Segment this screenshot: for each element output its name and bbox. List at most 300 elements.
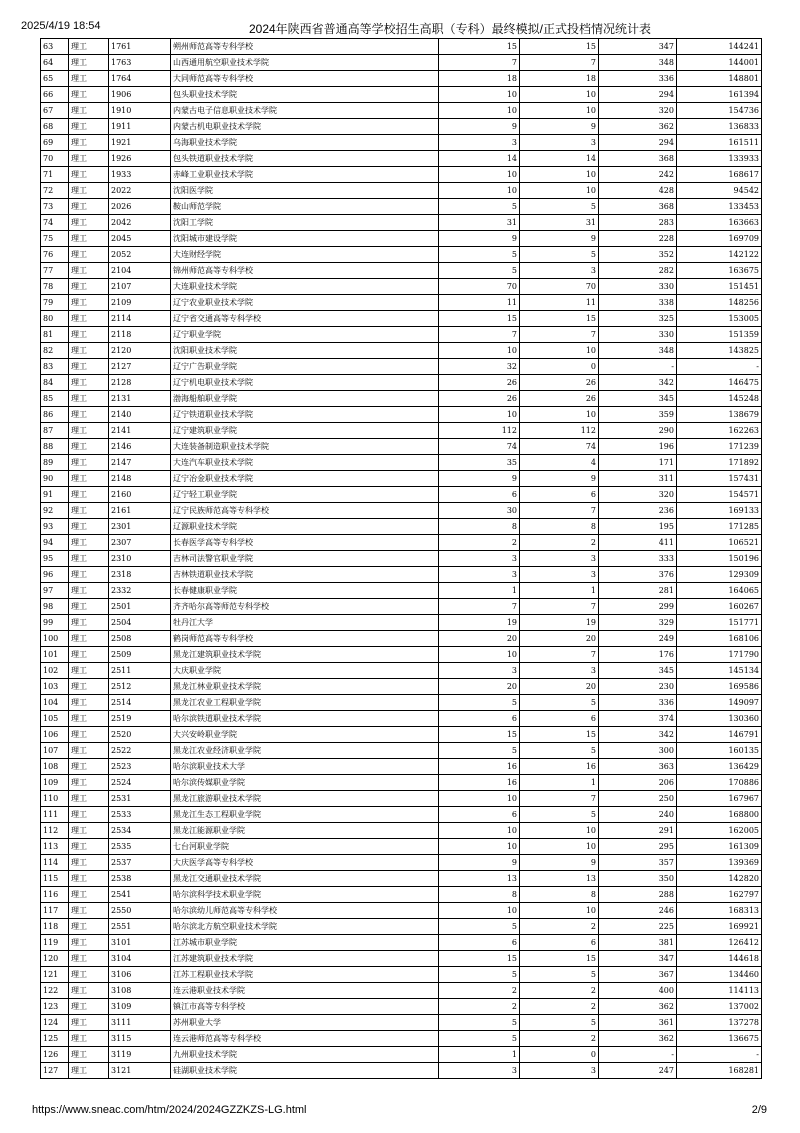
cell-min-rank: 171790 — [677, 647, 762, 663]
cell-plan-count: 2 — [439, 983, 520, 999]
cell-plan-count: 10 — [439, 167, 520, 183]
table-row — [41, 903, 762, 919]
cell-row-index: 83 — [41, 359, 69, 375]
cell-min-score: 300 — [599, 743, 677, 759]
cell-admitted-count: 2 — [520, 535, 599, 551]
cell-min-score: 228 — [599, 231, 677, 247]
table-row — [41, 743, 762, 759]
cell-min-score: 362 — [599, 999, 677, 1015]
cell-min-score: 236 — [599, 503, 677, 519]
cell-admitted-count: 112 — [520, 423, 599, 439]
cell-admitted-count: 0 — [520, 359, 599, 375]
cell-admitted-count: 7 — [520, 599, 599, 615]
cell-min-score: 249 — [599, 631, 677, 647]
cell-school-code: 2541 — [109, 887, 171, 903]
cell-plan-count: 3 — [439, 135, 520, 151]
table-row — [41, 567, 762, 583]
cell-min-rank: 130360 — [677, 711, 762, 727]
cell-min-rank: 161394 — [677, 87, 762, 103]
cell-min-rank: 148256 — [677, 295, 762, 311]
cell-school-code: 1921 — [109, 135, 171, 151]
cell-plan-count: 35 — [439, 455, 520, 471]
cell-plan-count: 5 — [439, 247, 520, 263]
table-row — [41, 183, 762, 199]
table-row — [41, 295, 762, 311]
cell-row-index: 126 — [41, 1047, 69, 1063]
cell-min-score: 362 — [599, 1031, 677, 1047]
cell-min-rank: 171239 — [677, 439, 762, 455]
table-row — [41, 551, 762, 567]
cell-school-code: 2522 — [109, 743, 171, 759]
cell-min-score: 196 — [599, 439, 677, 455]
cell-min-score: 283 — [599, 215, 677, 231]
cell-school-code: 2307 — [109, 535, 171, 551]
cell-plan-count: 112 — [439, 423, 520, 439]
cell-plan-count: 16 — [439, 759, 520, 775]
cell-school-code: 2140 — [109, 407, 171, 423]
cell-school-name: 鞍山师范学院 — [171, 199, 439, 215]
cell-min-rank: 94542 — [677, 183, 762, 199]
cell-admitted-count: 3 — [520, 567, 599, 583]
cell-min-rank: - — [677, 359, 762, 375]
cell-subject-type: 理工 — [69, 1047, 109, 1063]
table-row — [41, 887, 762, 903]
cell-min-score: 291 — [599, 823, 677, 839]
table-row — [41, 167, 762, 183]
cell-min-score: 295 — [599, 839, 677, 855]
table-row — [41, 231, 762, 247]
cell-row-index: 91 — [41, 487, 69, 503]
cell-school-name: 江苏工程职业技术学院 — [171, 967, 439, 983]
cell-min-rank: 144001 — [677, 55, 762, 71]
cell-school-name: 黑龙江建筑职业技术学院 — [171, 647, 439, 663]
cell-school-code: 2114 — [109, 311, 171, 327]
cell-subject-type: 理工 — [69, 487, 109, 503]
cell-school-name: 江苏城市职业学院 — [171, 935, 439, 951]
cell-school-name: 赤峰工业职业技术学院 — [171, 167, 439, 183]
cell-school-name: 镇江市高等专科学校 — [171, 999, 439, 1015]
cell-subject-type: 理工 — [69, 295, 109, 311]
cell-min-score: 368 — [599, 199, 677, 215]
page-url[interactable]: https://www.sneac.com/htm/2024/2024GZZKZS-LG.html — [32, 1104, 307, 1116]
table-row — [41, 727, 762, 743]
cell-subject-type: 理工 — [69, 839, 109, 855]
cell-admitted-count: 15 — [520, 311, 599, 327]
cell-row-index: 68 — [41, 119, 69, 135]
cell-plan-count: 11 — [439, 295, 520, 311]
cell-subject-type: 理工 — [69, 599, 109, 615]
cell-row-index: 94 — [41, 535, 69, 551]
cell-min-score: 381 — [599, 935, 677, 951]
cell-min-rank: 137278 — [677, 1015, 762, 1031]
cell-school-name: 苏州职业大学 — [171, 1015, 439, 1031]
cell-school-code: 2310 — [109, 551, 171, 567]
cell-school-code: 2514 — [109, 695, 171, 711]
cell-min-rank: 149097 — [677, 695, 762, 711]
cell-school-code: 2332 — [109, 583, 171, 599]
cell-row-index: 124 — [41, 1015, 69, 1031]
table-row — [41, 631, 762, 647]
cell-min-rank: 114113 — [677, 983, 762, 999]
cell-min-score: 225 — [599, 919, 677, 935]
cell-min-rank: - — [677, 1047, 762, 1063]
table-row — [41, 375, 762, 391]
cell-school-code: 2127 — [109, 359, 171, 375]
cell-row-index: 110 — [41, 791, 69, 807]
cell-plan-count: 74 — [439, 439, 520, 455]
cell-school-name: 渤海船舶职业学院 — [171, 391, 439, 407]
cell-school-code: 3109 — [109, 999, 171, 1015]
table-row — [41, 1015, 762, 1031]
cell-plan-count: 9 — [439, 231, 520, 247]
cell-school-name: 连云港师范高等专科学校 — [171, 1031, 439, 1047]
cell-admitted-count: 7 — [520, 327, 599, 343]
cell-subject-type: 理工 — [69, 855, 109, 871]
cell-admitted-count: 18 — [520, 71, 599, 87]
cell-min-rank: 168617 — [677, 167, 762, 183]
cell-min-rank: 161309 — [677, 839, 762, 855]
cell-min-rank: 157431 — [677, 471, 762, 487]
cell-plan-count: 15 — [439, 311, 520, 327]
cell-row-index: 90 — [41, 471, 69, 487]
cell-row-index: 72 — [41, 183, 69, 199]
cell-admitted-count: 0 — [520, 1047, 599, 1063]
page-title: 2024年陕西省普通高等学校招生高职（专科）最终模拟/正式投档情况统计表 — [248, 22, 652, 36]
cell-plan-count: 10 — [439, 183, 520, 199]
cell-school-code: 1906 — [109, 87, 171, 103]
cell-min-score: 350 — [599, 871, 677, 887]
cell-school-name: 大连财经学院 — [171, 247, 439, 263]
cell-min-score: 333 — [599, 551, 677, 567]
table-row — [41, 215, 762, 231]
cell-school-name: 辽源职业技术学院 — [171, 519, 439, 535]
cell-plan-count: 6 — [439, 935, 520, 951]
cell-min-score: 345 — [599, 663, 677, 679]
cell-admitted-count: 7 — [520, 647, 599, 663]
cell-row-index: 64 — [41, 55, 69, 71]
cell-subject-type: 理工 — [69, 119, 109, 135]
cell-plan-count: 10 — [439, 791, 520, 807]
cell-min-score: - — [599, 1047, 677, 1063]
cell-subject-type: 理工 — [69, 231, 109, 247]
cell-admitted-count: 15 — [520, 727, 599, 743]
cell-plan-count: 20 — [439, 631, 520, 647]
cell-admitted-count: 31 — [520, 215, 599, 231]
cell-row-index: 63 — [41, 39, 69, 55]
cell-subject-type: 理工 — [69, 583, 109, 599]
cell-admitted-count: 10 — [520, 103, 599, 119]
cell-row-index: 77 — [41, 263, 69, 279]
cell-row-index: 82 — [41, 343, 69, 359]
cell-min-score: 230 — [599, 679, 677, 695]
cell-admitted-count: 11 — [520, 295, 599, 311]
table-row — [41, 455, 762, 471]
cell-subject-type: 理工 — [69, 695, 109, 711]
table-row — [41, 199, 762, 215]
cell-school-code: 2538 — [109, 871, 171, 887]
cell-plan-count: 5 — [439, 1015, 520, 1031]
cell-min-rank: 106521 — [677, 535, 762, 551]
cell-school-code: 2118 — [109, 327, 171, 343]
page-header — [0, 0, 800, 34]
table-row — [41, 343, 762, 359]
cell-plan-count: 15 — [439, 727, 520, 743]
cell-school-code: 2504 — [109, 615, 171, 631]
cell-min-score: 176 — [599, 647, 677, 663]
cell-min-rank: 164065 — [677, 583, 762, 599]
cell-subject-type: 理工 — [69, 135, 109, 151]
cell-school-name: 沈阳医学院 — [171, 183, 439, 199]
cell-min-score: 374 — [599, 711, 677, 727]
cell-plan-count: 1 — [439, 1047, 520, 1063]
cell-min-rank: 171285 — [677, 519, 762, 535]
cell-row-index: 109 — [41, 775, 69, 791]
cell-subject-type: 理工 — [69, 647, 109, 663]
cell-plan-count: 5 — [439, 1031, 520, 1047]
cell-admitted-count: 6 — [520, 935, 599, 951]
cell-subject-type: 理工 — [69, 71, 109, 87]
cell-admitted-count: 1 — [520, 775, 599, 791]
cell-admitted-count: 19 — [520, 615, 599, 631]
cell-min-rank: 170886 — [677, 775, 762, 791]
cell-row-index: 76 — [41, 247, 69, 263]
cell-subject-type: 理工 — [69, 39, 109, 55]
cell-plan-count: 26 — [439, 375, 520, 391]
cell-subject-type: 理工 — [69, 567, 109, 583]
cell-row-index: 123 — [41, 999, 69, 1015]
cell-min-rank: 144618 — [677, 951, 762, 967]
table-row — [41, 439, 762, 455]
cell-plan-count: 16 — [439, 775, 520, 791]
table-row — [41, 679, 762, 695]
cell-subject-type: 理工 — [69, 679, 109, 695]
cell-admitted-count: 5 — [520, 807, 599, 823]
cell-subject-type: 理工 — [69, 1063, 109, 1079]
cell-school-name: 七台河职业学院 — [171, 839, 439, 855]
cell-school-code: 2318 — [109, 567, 171, 583]
table-row — [41, 327, 762, 343]
cell-plan-count: 26 — [439, 391, 520, 407]
cell-school-code: 2524 — [109, 775, 171, 791]
cell-school-code: 2107 — [109, 279, 171, 295]
cell-row-index: 106 — [41, 727, 69, 743]
cell-admitted-count: 26 — [520, 391, 599, 407]
cell-min-score: 347 — [599, 39, 677, 55]
cell-plan-count: 3 — [439, 663, 520, 679]
table-row — [41, 359, 762, 375]
cell-school-name: 连云港职业技术学院 — [171, 983, 439, 999]
table-row — [41, 615, 762, 631]
cell-admitted-count: 6 — [520, 711, 599, 727]
cell-school-code: 2509 — [109, 647, 171, 663]
cell-school-code: 1933 — [109, 167, 171, 183]
cell-school-name: 沈阳职业技术学院 — [171, 343, 439, 359]
cell-admitted-count: 5 — [520, 1015, 599, 1031]
cell-admitted-count: 20 — [520, 631, 599, 647]
cell-min-rank: 167967 — [677, 791, 762, 807]
cell-row-index: 92 — [41, 503, 69, 519]
cell-min-rank: 169709 — [677, 231, 762, 247]
cell-school-name: 辽宁冶金职业技术学院 — [171, 471, 439, 487]
cell-row-index: 108 — [41, 759, 69, 775]
cell-school-code: 3104 — [109, 951, 171, 967]
cell-row-index: 122 — [41, 983, 69, 999]
cell-subject-type: 理工 — [69, 871, 109, 887]
cell-plan-count: 13 — [439, 871, 520, 887]
cell-subject-type: 理工 — [69, 247, 109, 263]
cell-min-rank: 133933 — [677, 151, 762, 167]
cell-subject-type: 理工 — [69, 631, 109, 647]
cell-min-rank: 150196 — [677, 551, 762, 567]
cell-min-score: 330 — [599, 279, 677, 295]
cell-min-score: 357 — [599, 855, 677, 871]
cell-min-score: 247 — [599, 1063, 677, 1079]
cell-row-index: 112 — [41, 823, 69, 839]
cell-school-name: 辽宁广告职业学院 — [171, 359, 439, 375]
cell-school-name: 内蒙古机电职业技术学院 — [171, 119, 439, 135]
cell-subject-type: 理工 — [69, 279, 109, 295]
cell-school-code: 1911 — [109, 119, 171, 135]
cell-min-score: 329 — [599, 615, 677, 631]
cell-min-rank: 154571 — [677, 487, 762, 503]
cell-school-name: 黑龙江能源职业学院 — [171, 823, 439, 839]
table-row — [41, 951, 762, 967]
cell-plan-count: 2 — [439, 535, 520, 551]
table-row — [41, 391, 762, 407]
cell-plan-count: 5 — [439, 919, 520, 935]
cell-row-index: 81 — [41, 327, 69, 343]
cell-school-name: 辽宁铁道职业技术学院 — [171, 407, 439, 423]
cell-admitted-count: 3 — [520, 663, 599, 679]
cell-subject-type: 理工 — [69, 951, 109, 967]
cell-school-name: 大连装备制造职业技术学院 — [171, 439, 439, 455]
cell-school-code: 2160 — [109, 487, 171, 503]
cell-school-name: 黑龙江交通职业技术学院 — [171, 871, 439, 887]
table-row — [41, 71, 762, 87]
cell-admitted-count: 7 — [520, 55, 599, 71]
cell-min-score: 281 — [599, 583, 677, 599]
cell-plan-count: 3 — [439, 567, 520, 583]
cell-plan-count: 8 — [439, 887, 520, 903]
cell-subject-type: 理工 — [69, 439, 109, 455]
table-row — [41, 711, 762, 727]
cell-plan-count: 7 — [439, 55, 520, 71]
cell-plan-count: 20 — [439, 679, 520, 695]
cell-min-score: 336 — [599, 695, 677, 711]
cell-min-score: 171 — [599, 455, 677, 471]
cell-min-rank: 142820 — [677, 871, 762, 887]
cell-school-name: 包头铁道职业技术学院 — [171, 151, 439, 167]
cell-admitted-count: 10 — [520, 167, 599, 183]
cell-school-name: 黑龙江旅游职业技术学院 — [171, 791, 439, 807]
cell-row-index: 65 — [41, 71, 69, 87]
cell-plan-count: 7 — [439, 327, 520, 343]
cell-min-rank: 160267 — [677, 599, 762, 615]
cell-min-rank: 153005 — [677, 311, 762, 327]
cell-min-rank: 129309 — [677, 567, 762, 583]
cell-school-name: 哈尔滨北方航空职业技术学院 — [171, 919, 439, 935]
cell-subject-type: 理工 — [69, 1031, 109, 1047]
page-footer — [0, 1104, 800, 1124]
cell-min-rank: 168313 — [677, 903, 762, 919]
cell-min-score: 325 — [599, 311, 677, 327]
table-row — [41, 807, 762, 823]
cell-min-rank: 168281 — [677, 1063, 762, 1079]
cell-min-rank: 151359 — [677, 327, 762, 343]
table-row — [41, 535, 762, 551]
cell-row-index: 84 — [41, 375, 69, 391]
cell-school-code: 2535 — [109, 839, 171, 855]
cell-min-score: 342 — [599, 375, 677, 391]
cell-school-name: 黑龙江农业经济职业学院 — [171, 743, 439, 759]
cell-school-code: 2520 — [109, 727, 171, 743]
cell-plan-count: 9 — [439, 855, 520, 871]
cell-admitted-count: 74 — [520, 439, 599, 455]
cell-plan-count: 32 — [439, 359, 520, 375]
cell-plan-count: 6 — [439, 807, 520, 823]
cell-min-rank: 168106 — [677, 631, 762, 647]
table-row — [41, 919, 762, 935]
table-row — [41, 759, 762, 775]
cell-plan-count: 3 — [439, 551, 520, 567]
cell-min-rank: 169133 — [677, 503, 762, 519]
cell-row-index: 74 — [41, 215, 69, 231]
cell-min-rank: 145134 — [677, 663, 762, 679]
cell-subject-type: 理工 — [69, 935, 109, 951]
cell-school-code: 2550 — [109, 903, 171, 919]
cell-min-score: 288 — [599, 887, 677, 903]
cell-school-name: 黑龙江生态工程职业学院 — [171, 807, 439, 823]
table-row — [41, 119, 762, 135]
cell-admitted-count: 20 — [520, 679, 599, 695]
cell-admitted-count: 1 — [520, 583, 599, 599]
cell-school-code: 1764 — [109, 71, 171, 87]
cell-subject-type: 理工 — [69, 311, 109, 327]
cell-school-name: 吉林铁道职业技术学院 — [171, 567, 439, 583]
cell-row-index: 114 — [41, 855, 69, 871]
cell-school-code: 1910 — [109, 103, 171, 119]
table-row — [41, 247, 762, 263]
cell-school-name: 大连汽车职业技术学院 — [171, 455, 439, 471]
cell-min-score: 240 — [599, 807, 677, 823]
cell-school-code: 3108 — [109, 983, 171, 999]
cell-school-code: 1761 — [109, 39, 171, 55]
cell-subject-type: 理工 — [69, 983, 109, 999]
cell-min-rank: 133453 — [677, 199, 762, 215]
cell-row-index: 113 — [41, 839, 69, 855]
cell-school-name: 辽宁建筑职业学院 — [171, 423, 439, 439]
cell-school-name: 哈尔滨科学技术职业学院 — [171, 887, 439, 903]
cell-min-rank: 151451 — [677, 279, 762, 295]
cell-admitted-count: 14 — [520, 151, 599, 167]
cell-subject-type: 理工 — [69, 375, 109, 391]
cell-admitted-count: 9 — [520, 471, 599, 487]
cell-admitted-count: 16 — [520, 759, 599, 775]
cell-school-code: 2534 — [109, 823, 171, 839]
cell-admitted-count: 5 — [520, 967, 599, 983]
cell-min-score: 195 — [599, 519, 677, 535]
cell-plan-count: 19 — [439, 615, 520, 631]
cell-min-score: 290 — [599, 423, 677, 439]
cell-subject-type: 理工 — [69, 711, 109, 727]
cell-subject-type: 理工 — [69, 519, 109, 535]
cell-subject-type: 理工 — [69, 199, 109, 215]
cell-subject-type: 理工 — [69, 1015, 109, 1031]
cell-plan-count: 10 — [439, 839, 520, 855]
cell-min-score: 250 — [599, 791, 677, 807]
cell-subject-type: 理工 — [69, 775, 109, 791]
table-row — [41, 839, 762, 855]
